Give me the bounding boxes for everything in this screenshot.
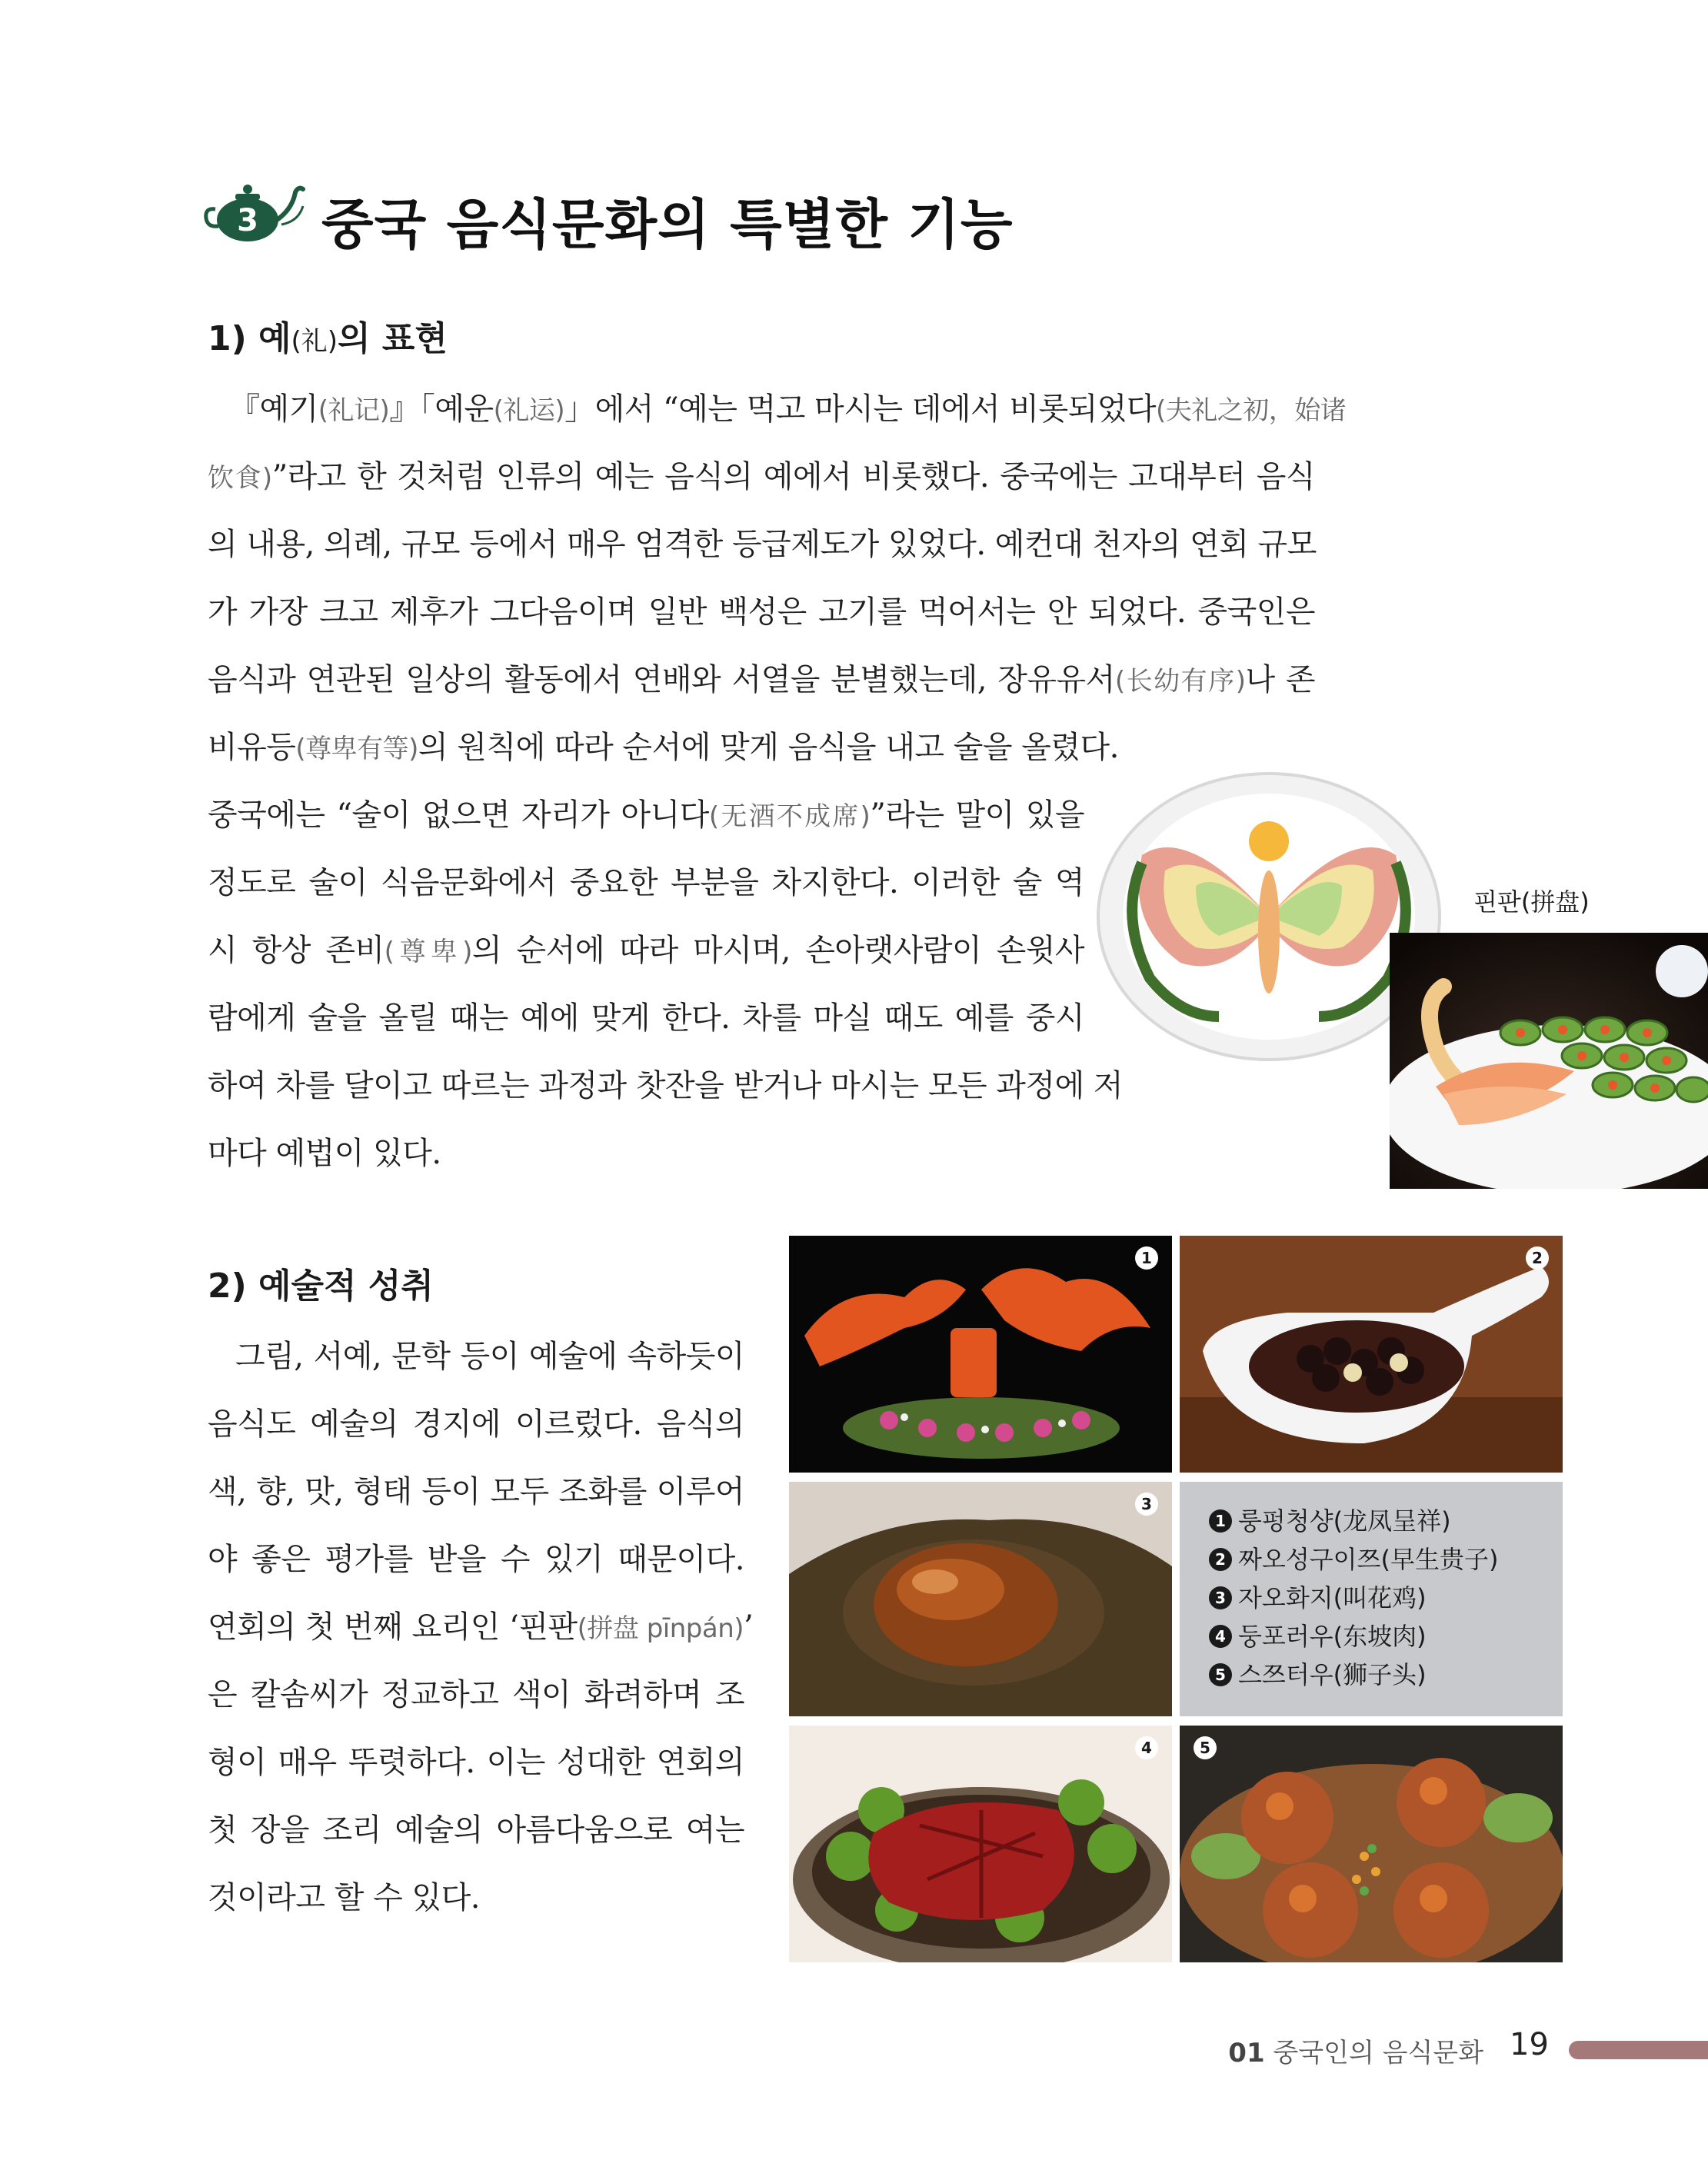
- text-segment: 의 순서에 따라 마시며, 손아랫사람이 손윗사: [471, 933, 1085, 968]
- text-segment: 나 존: [1245, 662, 1316, 697]
- body-text-line: [208, 1661, 744, 1729]
- text-segment: 』「예운: [389, 391, 494, 427]
- pinpan-caption: 핀판(拼盘): [1473, 887, 1590, 917]
- caption-item: 4 둥포러우(东坡肉): [1209, 1617, 1498, 1656]
- section-1-heading-post: 의 표현: [338, 319, 448, 358]
- teapot-chapter-badge-icon: [201, 178, 309, 248]
- hanzi-annotation: (长幼有序): [1114, 666, 1246, 697]
- body-text-line: [229, 375, 1347, 444]
- body-text-line: [208, 1052, 1123, 1120]
- date-nut-dish-photo: [1180, 1236, 1563, 1473]
- section-1-heading-pre: 1) 예: [208, 319, 291, 358]
- dongpo-pork-photo: [789, 1726, 1172, 1962]
- body-text-line: [208, 511, 1315, 578]
- photo-caption-box: [1180, 1482, 1563, 1716]
- text-segment: 가 가장 크고 제후가 그다음이며 일반 백성은 고기를 먹어서는 안 되었다. 중국인은: [208, 594, 1315, 630]
- hanzi-annotation: (尊卑): [384, 937, 472, 967]
- body-text-line: [208, 443, 1315, 512]
- photo-number-1: 1: [1135, 1246, 1158, 1270]
- chapter-title: 중국 음식문화의 특별한 기능: [321, 193, 1014, 256]
- footer-chapter-number: 01: [1228, 2038, 1265, 2069]
- text-segment: 음식과 연관된 일상의 활동에서 연배와 서열을 분별했는데, 장유유서: [208, 662, 1115, 697]
- body-text-line: [208, 917, 1084, 986]
- hanzi-annotation: (尊卑有等): [295, 734, 418, 764]
- photo-number-5: 5: [1194, 1736, 1217, 1759]
- text-segment: 의 원칙에 따라 순서에 맞게 음식을 내고 술을 올렸다.: [418, 730, 1119, 765]
- beggars-chicken-photo: [789, 1482, 1172, 1716]
- text-segment: 연회의 첫 번째 요리인 ‘핀판: [208, 1609, 578, 1645]
- text-segment: 그림, 서예, 문학 등이 예술에 속하듯이: [235, 1339, 744, 1374]
- text-segment: ”라고 한 것처럼 인류의 예는 음식의 예에서 비롯했다. 중국에는 고대부터 음식: [271, 459, 1316, 494]
- section-1-heading-han: (礼): [291, 326, 338, 357]
- text-segment: 음식도 예술의 경지에 이르렀다. 음식의: [208, 1406, 744, 1442]
- chapter-number: 3: [237, 203, 258, 238]
- text-segment: 『예기: [229, 391, 318, 427]
- lion-head-meatball-photo: [1180, 1726, 1563, 1962]
- body-text-line: [208, 1864, 744, 1932]
- caption-item: 2 짜오성구이쯔(早生贵子): [1209, 1540, 1498, 1579]
- text-segment: 형이 매우 뚜렷하다. 이는 성대한 연회의: [208, 1745, 744, 1780]
- section-1-heading: [208, 311, 448, 360]
- footer-chapter-label: [1228, 2032, 1483, 2069]
- text-segment: 은 칼솜씨가 정교하고 색이 화려하며 조: [208, 1677, 744, 1712]
- text-segment: ’: [744, 1609, 754, 1645]
- photo-number-4: 4: [1135, 1736, 1158, 1759]
- hanzi-annotation: 饮食): [208, 463, 272, 494]
- body-text-line: [208, 646, 1315, 715]
- body-text-line: [208, 1390, 744, 1458]
- caption-list: [1209, 1502, 1498, 1694]
- pinpan-peacock-plate-photo: [1390, 933, 1708, 1189]
- body-text-line: [208, 849, 1084, 917]
- text-segment: 비유등: [208, 730, 296, 765]
- body-text-line: [208, 1458, 744, 1526]
- footer-chapter-title: 중국인의 음식문화: [1273, 2038, 1483, 2069]
- page-number: 19: [1510, 2027, 1549, 2062]
- body-text-line: [208, 1796, 744, 1864]
- text-segment: 것이라고 할 수 있다.: [208, 1880, 480, 1915]
- dragon-phoenix-carving-photo: [789, 1236, 1172, 1473]
- body-text-line: [235, 1323, 744, 1390]
- body-text-line: [208, 1120, 1084, 1187]
- hanzi-annotation: (夫礼之初，始诸: [1156, 395, 1347, 426]
- hanzi-annotation: (无酒不成席): [708, 801, 871, 832]
- text-segment: 하여 차를 달이고 따르는 과정과 찻잔을 받거나 마시는 모든 과정에 저: [208, 1068, 1124, 1103]
- footer-accent-bar: [1569, 2041, 1708, 2059]
- body-text-line: [208, 781, 1084, 850]
- text-segment: 」에서 “예는 먹고 마시는 데에서 비롯되었다: [564, 391, 1157, 427]
- text-segment: ”라는 말이 있을: [870, 797, 1085, 833]
- section-2-heading: 2) 예술적 성취: [208, 1266, 434, 1306]
- hanzi-annotation: (礼运): [493, 395, 565, 426]
- caption-item: 5 스쯔터우(狮子头): [1209, 1656, 1498, 1694]
- body-text-line: [208, 1526, 744, 1593]
- text-segment: 람에게 술을 올릴 때는 예에 맞게 한다. 차를 마실 때도 예를 중시: [208, 1000, 1084, 1036]
- body-text-line: [208, 984, 1084, 1052]
- photo-number-2: 2: [1526, 1246, 1549, 1270]
- photo-number-3: 3: [1135, 1493, 1158, 1516]
- text-segment: 시 항상 존비: [208, 933, 385, 968]
- body-text-line: [208, 1593, 754, 1662]
- caption-item: 3 자오화지(叫花鸡): [1209, 1579, 1498, 1617]
- text-segment: 의 내용, 의례, 규모 등에서 매우 엄격한 등급제도가 있었다. 예컨대 천자의 연회 규모: [208, 527, 1317, 562]
- caption-item: 1 룽펑청샹(龙凤呈祥): [1209, 1502, 1498, 1540]
- text-segment: 중국에는 “술이 없으면 자리가 아니다: [208, 797, 709, 833]
- text-segment: 야 좋은 평가를 받을 수 있기 때문이다.: [208, 1542, 744, 1577]
- body-text-line: [208, 1729, 744, 1796]
- body-text-line: [208, 578, 1315, 646]
- text-segment: 정도로 술이 식음문화에서 중요한 부분을 차지한다. 이러한 술 역: [208, 865, 1084, 900]
- hanzi-annotation: (拼盘 pīnpán): [577, 1613, 744, 1644]
- text-segment: 색, 향, 맛, 형태 등이 모두 조화를 이루어: [208, 1474, 744, 1509]
- hanzi-annotation: (礼记): [318, 395, 390, 426]
- text-segment: 첫 장을 조리 예술의 아름다움으로 여는: [208, 1812, 744, 1848]
- text-segment: 마다 예법이 있다.: [208, 1136, 441, 1171]
